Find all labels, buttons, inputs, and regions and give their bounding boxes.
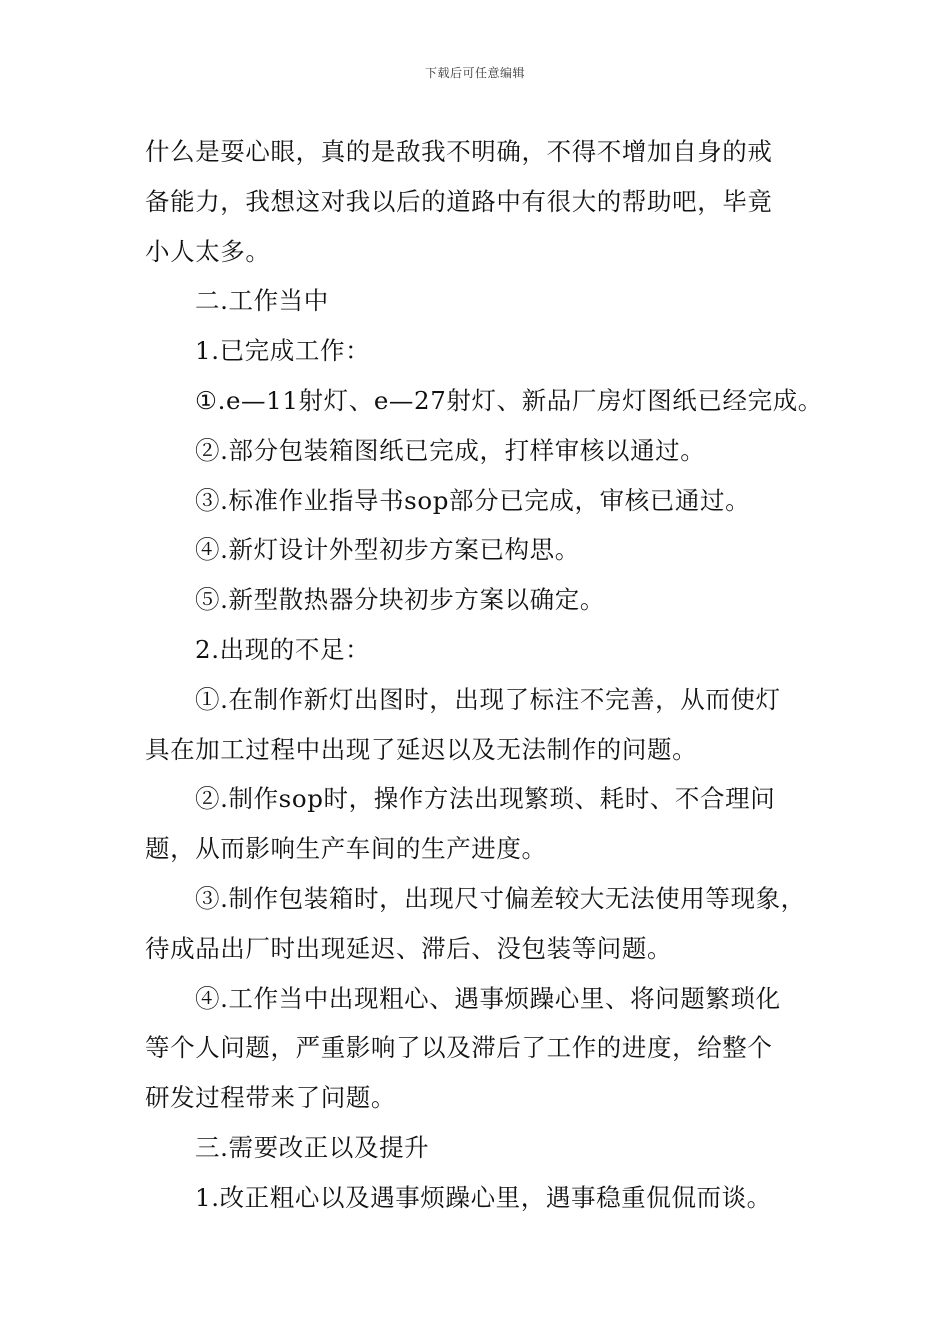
list-item: ③.标准作业指导书sop部分已完成，审核已通过。 — [195, 485, 751, 515]
list-item: ①.在制作新灯出图时，出现了标注不完善，从而使灯 — [195, 684, 781, 714]
list-item: ②.制作sop时，操作方法出现繁琐、耗时、不合理问 — [195, 784, 776, 814]
subsection-heading: 1.已完成工作： — [195, 336, 371, 366]
list-item: ④.新灯设计外型初步方案已构思。 — [195, 535, 580, 565]
text-line: 小人太多。 — [145, 236, 271, 266]
list-item: ②.部分包装箱图纸已完成，打样审核以通过。 — [195, 435, 706, 465]
subsection-heading: 2.出现的不足： — [195, 634, 371, 664]
list-item: ③.制作包装箱时，出现尺寸偏差较大无法使用等现象， — [195, 883, 806, 913]
section-heading: 三.需要改正以及提升 — [195, 1132, 430, 1162]
list-item: ④.工作当中出现粗心、遇事烦躁心里、将问题繁琐化 — [195, 983, 781, 1013]
list-item: ⑤.新型散热器分块初步方案以确定。 — [195, 585, 605, 615]
text-line: 待成品出厂时出现延迟、滞后、没包装等问题。 — [145, 933, 673, 963]
list-item: ①.e—11射灯、e—27射灯、新品厂房灯图纸已经完成。 — [195, 385, 823, 415]
list-item: 1.改正粗心以及遇事烦躁心里，遇事稳重侃侃而谈。 — [195, 1182, 772, 1212]
text-line: 题，从而影响生产车间的生产进度。 — [145, 834, 547, 864]
text-line: 备能力，我想这对我以后的道路中有很大的帮助吧，毕竟 — [145, 186, 773, 216]
document-body — [145, 127, 825, 1223]
section-heading: 二.工作当中 — [195, 286, 329, 316]
page-header-note: 下载后可任意编辑 — [424, 66, 525, 80]
text-line: 具在加工过程中出现了延迟以及无法制作的问题。 — [145, 734, 698, 764]
text-line: 等个人问题，严重影响了以及滞后了工作的进度，给整个 — [145, 1033, 773, 1063]
text-line: 研发过程带来了问题。 — [145, 1083, 396, 1113]
text-line: 什么是耍心眼，真的是敌我不明确，不得不增加自身的戒 — [145, 137, 773, 166]
